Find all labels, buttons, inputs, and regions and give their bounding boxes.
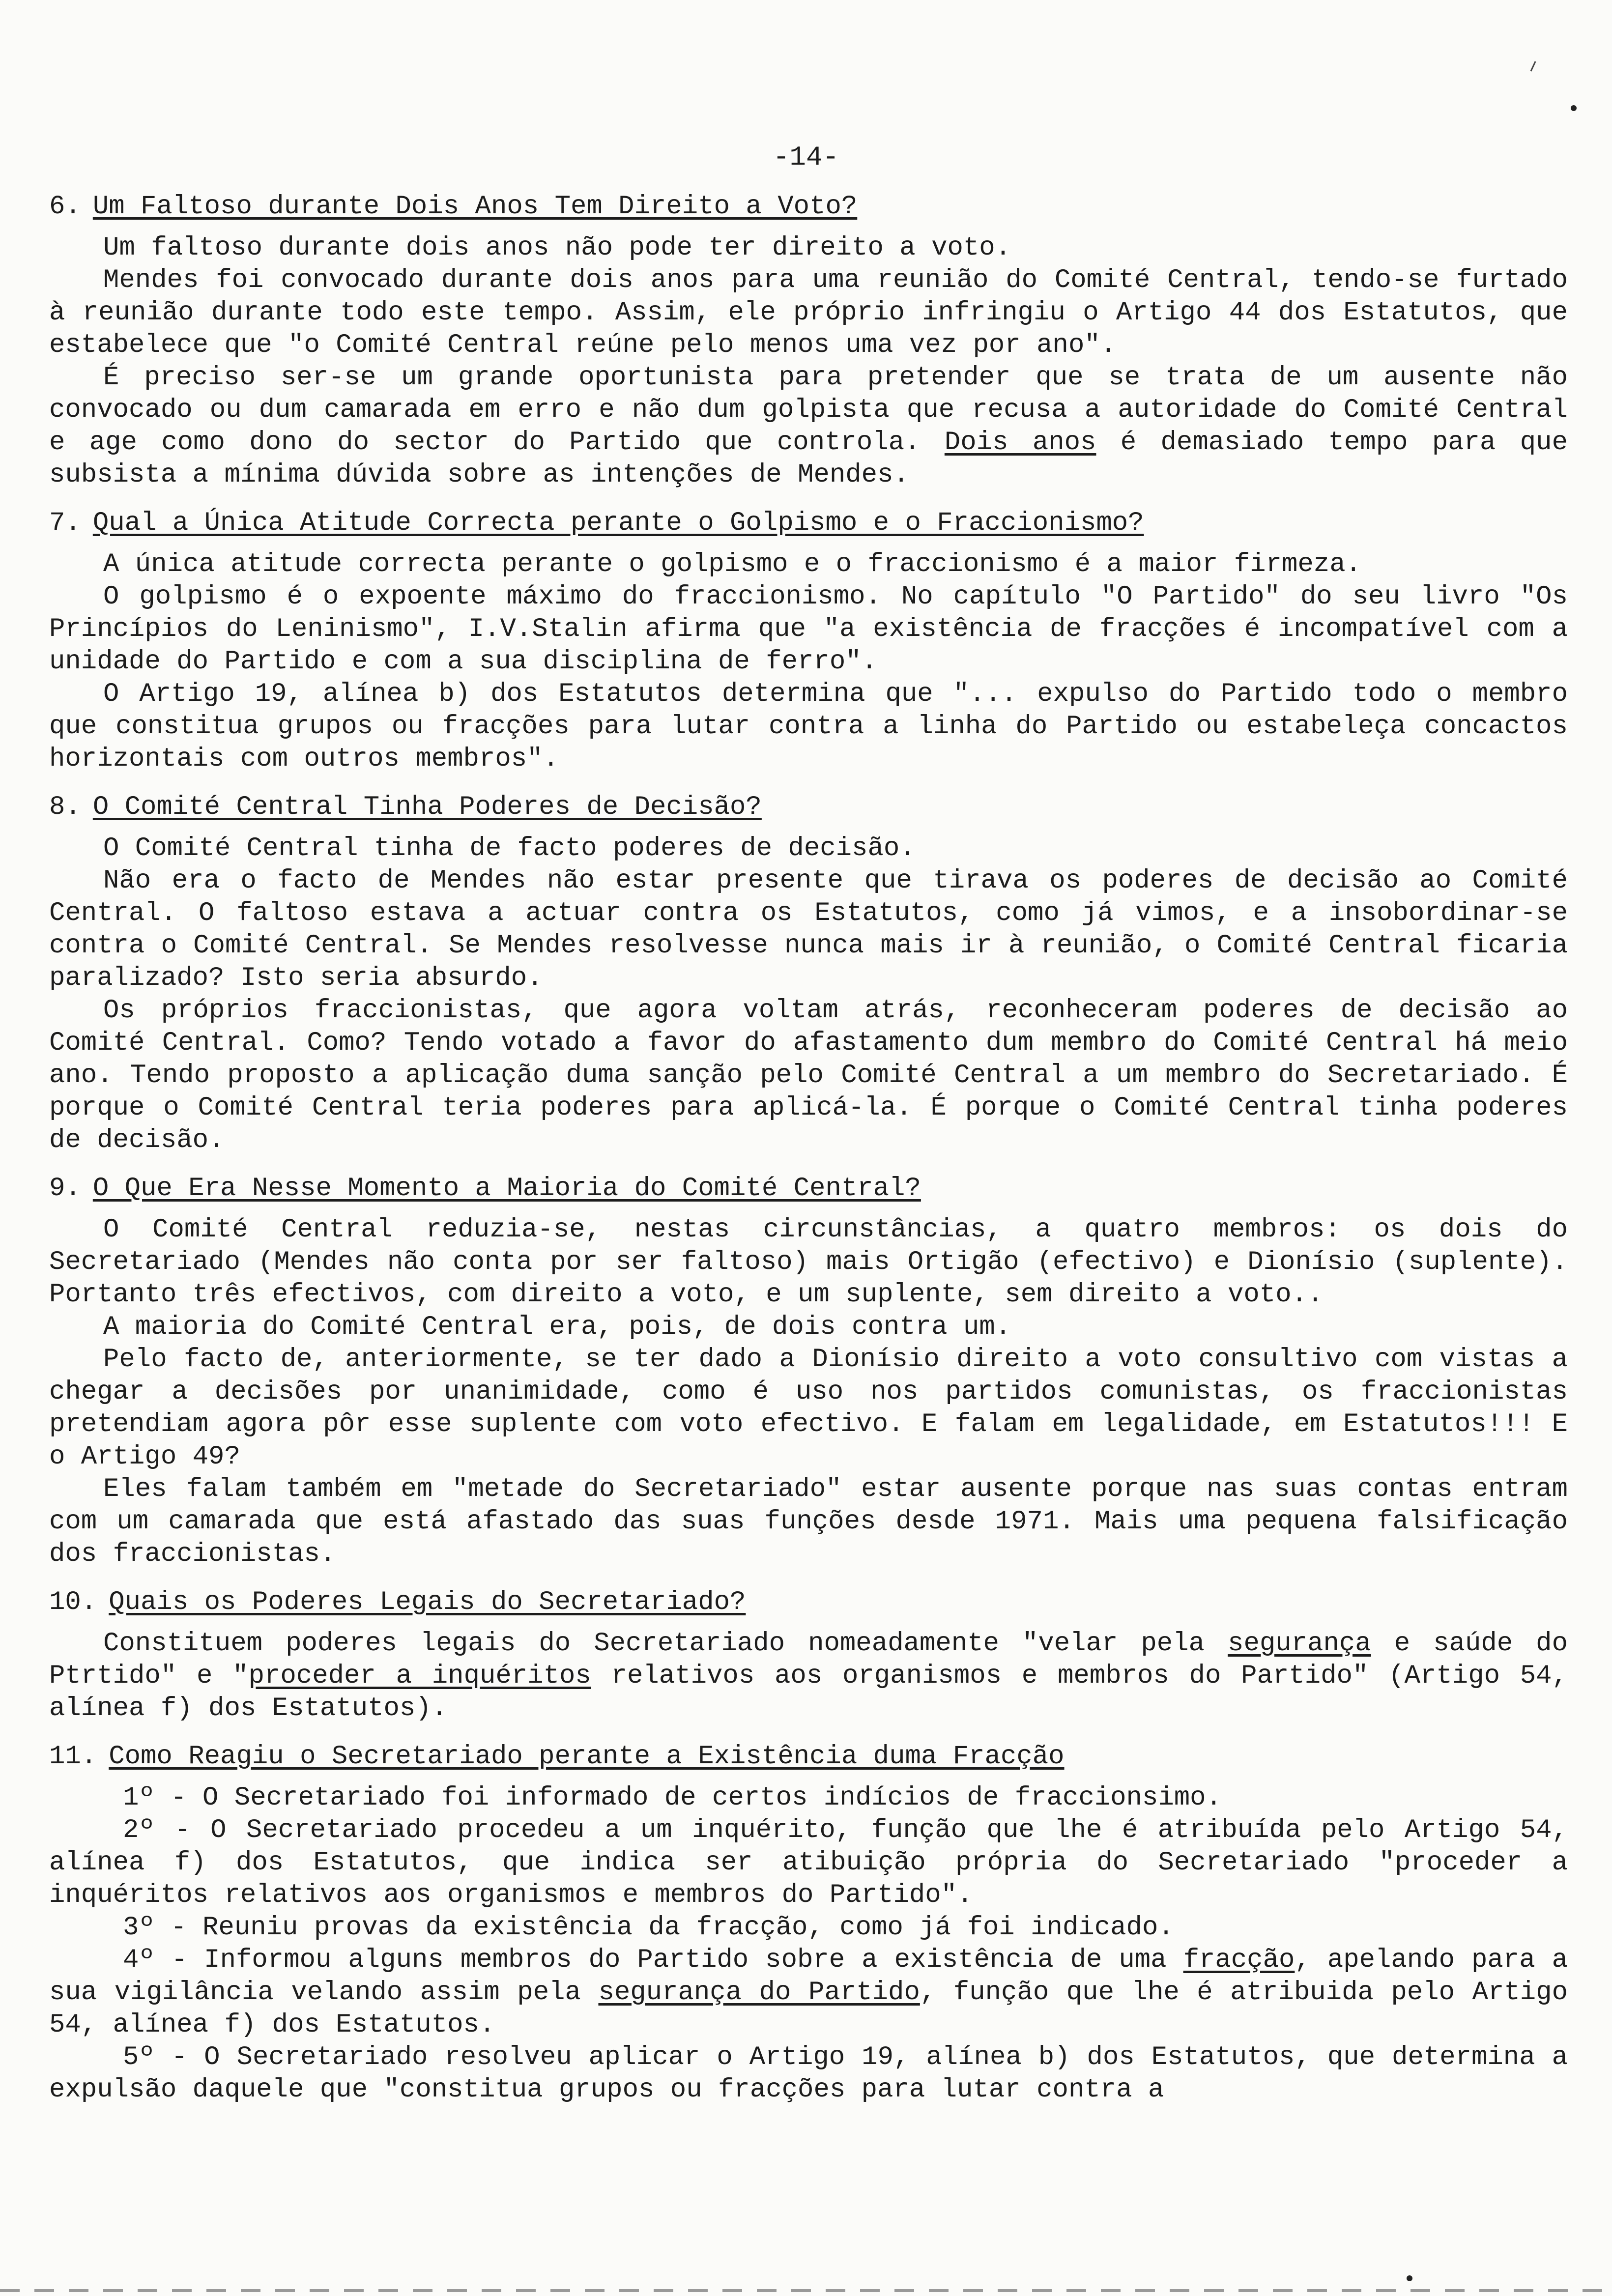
text-run: Um faltoso durante dois anos não pode ter direito a voto. (103, 233, 1011, 263)
section (49, 191, 1568, 491)
text-run: relativos aos organismos e membros do Partido" (Artigo 54, alínea f) dos Estatutos). (49, 1661, 1568, 1723)
section-number: 11. (49, 1742, 97, 1772)
text-run: 3º - Reuniu provas da existência da fracção, como já foi indicado. (123, 1913, 1174, 1943)
stray-mark (1530, 61, 1536, 71)
section-title: O Comité Central Tinha Poderes de Decisão? (92, 792, 762, 822)
paragraph (49, 232, 1568, 264)
section-heading (49, 1173, 1568, 1205)
underlined-text: segurança do Partido (598, 1978, 920, 2008)
section-number: 6. (49, 192, 81, 222)
section-title: O Que Era Nesse Momento a Maioria do Comité Central? (92, 1174, 921, 1204)
paragraph (49, 1944, 1568, 2041)
text-run: , função que lhe é atribuida pelo Artigo 54, alínea f) dos Estatutos. (49, 1978, 1568, 2040)
text-run: Constituem poderes legais do Secretariado nomeadamente "velar pela (103, 1629, 1228, 1659)
paragraph (49, 865, 1568, 995)
section (49, 1741, 1568, 2106)
section-title: Um Faltoso durante Dois Anos Tem Direito a Voto? (92, 192, 858, 222)
text-run: A maioria do Comité Central era, pois, de dois contra um. (103, 1312, 1011, 1342)
paragraph (49, 1473, 1568, 1571)
text-run: Pelo facto de, anteriormente, se ter dado a Dionísio direito a voto consultivo com vistas a chegar a decisões por unanimidade, como é uso nos partidos comunistas, os fraccionistas pretendiam agora pôr esse suplente com voto efectivo. E falam em legalidade, em Estatutos!!! E o Artigo 49? (49, 1345, 1568, 1472)
section-heading (49, 1741, 1568, 1773)
paragraph (49, 2041, 1568, 2106)
paragraph (49, 581, 1568, 678)
section-title: Qual a Única Atitude Correcta perante o Golpismo e o Fraccionismo? (92, 508, 1144, 538)
section-heading (49, 191, 1568, 223)
section-number: 8. (49, 792, 81, 822)
stray-dot (1571, 105, 1577, 111)
text-run: , apelando para a sua vigilância velando assim pela (49, 1945, 1568, 2008)
text-run: Não era o facto de Mendes não estar presente que tirava os poderes de decisão ao Comité Central. O faltoso estava a actuar contra os Estatutos, como já vimos, e a insobordinar-se contra o Comité Central. Se Mendes resolvesse nunca mais ir à reunião, o Comité Central ficaria paralizado? Isto seria absurdo. (49, 866, 1568, 993)
paragraph (49, 1344, 1568, 1473)
underlined-text: fracção (1183, 1945, 1295, 1975)
section-title: Quais os Poderes Legais do Secretariado? (109, 1587, 746, 1617)
section-heading (49, 507, 1568, 540)
text-run: 4º - Informou alguns membros do Partido sobre a existência de uma (123, 1945, 1183, 1975)
underlined-text: segurança (1228, 1629, 1371, 1659)
text-run: A única atitude correcta perante o golpismo e o fraccionismo é a maior firmeza. (103, 549, 1362, 579)
paragraph (49, 1912, 1568, 1944)
section (49, 791, 1568, 1157)
text-run: Os próprios fraccionistas, que agora voltam atrás, reconheceram poderes de decisão ao Comité Central. Como? Tendo votado a favor do afastamento dum membro do Comité Central há meio ano. Tendo proposto a aplicação duma sanção pelo Comité Central a um membro do Secretariado. É porque o Comité Central teria poderes para aplicá-la. É porque o Comité Central tinha poderes de decisão. (49, 996, 1568, 1155)
paragraph (49, 995, 1568, 1157)
section-number: 9. (49, 1174, 81, 1204)
paragraph (49, 1782, 1568, 1814)
text-run: 1º - O Secretariado foi informado de certos indícios de fraccionsimo. (123, 1783, 1222, 1813)
section-heading (49, 1586, 1568, 1619)
text-run: Eles falam também em "metade do Secretariado" estar ausente porque nas suas contas entram com um camarada que está afastado das suas funções desde 1971. Mais uma pequena falsificação dos fraccionistas. (49, 1474, 1568, 1569)
text-run: é demasiado tempo para que subsista a mínima dúvida sobre as intenções de Mendes. (49, 428, 1568, 490)
text-run: O Comité Central tinha de facto poderes de decisão. (103, 833, 916, 863)
paragraph (49, 362, 1568, 491)
text-run: 2º - O Secretariado procedeu a um inquérito, função que lhe é atribuída pelo Artigo 54, alínea f) dos Estatutos, que indica ser atibuição própria do Secretariado "proceder a inquéritos relativos aos organismos e membros do Partido". (49, 1815, 1568, 1910)
section (49, 507, 1568, 775)
section-number: 7. (49, 508, 81, 538)
text-run: O Artigo 19, alínea b) dos Estatutos determina que "... expulso do Partido todo o membro que constitua grupos ou fracções para lutar contra a linha do Partido ou estabeleça concactos horizontais com outros membros". (49, 679, 1568, 774)
page-number: -14- (773, 142, 839, 173)
underlined-text: proceder a inquéritos (248, 1661, 591, 1691)
section-title: Como Reagiu o Secretariado perante a Existência duma Fracção (109, 1742, 1065, 1772)
text-run: O Comité Central reduzia-se, nestas circunstâncias, a quatro membros: os dois do Secretariado (Mendes não conta por ser faltoso) mais Ortigão (efectivo) e Dionísio (suplente). Portanto três efectivos, com direito a voto, e um suplente, sem direito a voto.. (49, 1215, 1568, 1310)
paragraph (49, 548, 1568, 581)
paragraph (49, 678, 1568, 775)
page-edge-line (0, 2289, 1612, 2292)
text-run: 5º - O Secretariado resolveu aplicar o Artigo 19, alínea b) dos Estatutos, que determina a expulsão daquele que "constitua grupos ou fracções para lutar contra a (49, 2042, 1568, 2105)
text-run: É preciso ser-se um grande oportunista para pretender que se trata de um ausente não convocado ou dum camarada em erro e não dum golpista que recusa a autoridade do Comité Central e age como dono do sector do Partido que controla. (49, 363, 1568, 458)
paragraph (49, 1814, 1568, 1912)
text-run: O golpismo é o expoente máximo do fraccionismo. No capítulo "O Partido" do seu livro "Os Princípios do Leninismo", I.V.Stalin afirma que "a existência de fracções é incompatível com a unidade do Partido e com a sua disciplina de ferro". (49, 582, 1568, 677)
paragraph (49, 1214, 1568, 1311)
paragraph (49, 832, 1568, 865)
paragraph (49, 1311, 1568, 1344)
text-run: e saúde do Ptrtido" e " (49, 1629, 1568, 1691)
section (49, 1586, 1568, 1725)
paragraph (49, 1628, 1568, 1725)
underlined-text: Dois anos (944, 428, 1096, 458)
section (49, 1173, 1568, 1571)
text-run: Mendes foi convocado durante dois anos para uma reunião do Comité Central, tendo-se furtado à reunião durante todo este tempo. Assim, ele próprio infringiu o Artigo 44 dos Estatutos, que estabelece que "o Comité Central reúne pelo menos uma vez por ano". (49, 265, 1568, 360)
paragraph (49, 264, 1568, 362)
stray-dot (1407, 2275, 1412, 2281)
document-body (49, 191, 1568, 2122)
section-heading (49, 791, 1568, 824)
section-number: 10. (49, 1587, 97, 1617)
